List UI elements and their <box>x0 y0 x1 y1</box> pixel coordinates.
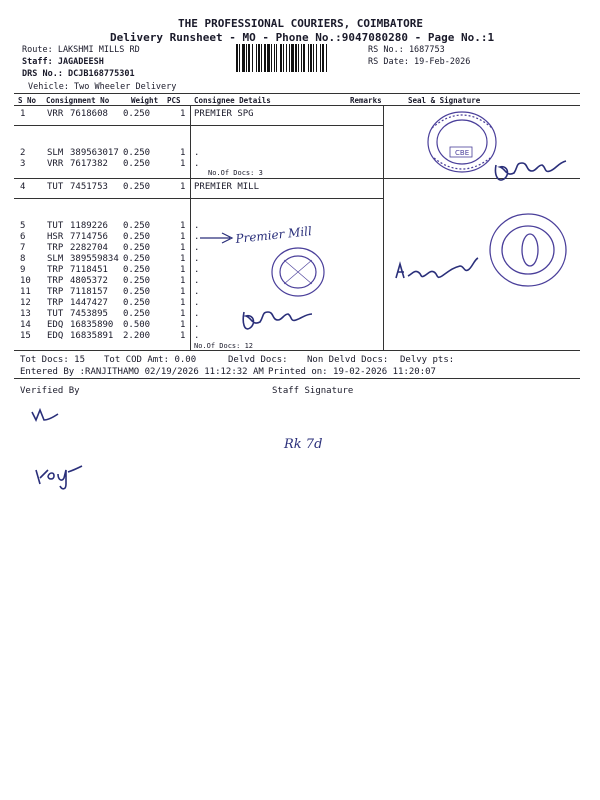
group-doc-count: No.Of Docs: 12 <box>194 342 254 350</box>
delvy-pts: Delvy pts: <box>400 355 455 365</box>
table-row: 1 VRR 7618608 0.250 1 PREMIER SPG <box>20 109 254 119</box>
col-consignment: Consignment No <box>46 96 110 105</box>
col-seal: Seal & Signature <box>408 96 481 105</box>
delvd-docs: Delvd Docs: <box>228 355 288 365</box>
table-row: 14 EDQ 16835890 0.500 1 . <box>20 320 200 330</box>
printed-on: Printed on: 19-02-2026 11:20:07 <box>268 367 436 377</box>
vehicle: Vehicle: Two Wheeler Delivery <box>28 82 177 92</box>
table-row: 12 TRP 1447427 0.250 1 . <box>20 298 200 308</box>
staff-initials: Rk 7d <box>284 437 323 452</box>
handwritten-premier: Premier Mill <box>234 224 313 246</box>
verified-initials-1 <box>32 410 58 420</box>
staff: Staff: JAGADEESH <box>22 57 104 67</box>
verified-by-label: Verified By <box>20 386 80 396</box>
table-row: 15 EDQ 16835891 2.200 1 . <box>20 331 200 341</box>
drs-number: DRS No.: DCJB168775301 <box>22 69 135 79</box>
entered-by: Entered By :RANJITHAMO 02/19/2026 11:12:32 AM <box>20 367 264 377</box>
rs-number: RS No.: 1687753 <box>368 45 445 55</box>
arrow-annotation <box>200 233 232 243</box>
signature-2 <box>396 258 478 278</box>
col-remarks: Remarks <box>350 96 382 105</box>
col-weight: Weight <box>131 96 159 105</box>
verified-initials-2 <box>36 466 82 489</box>
non-delvd-docs: Non Delvd Docs: <box>307 355 389 365</box>
company-stamp <box>490 214 566 286</box>
table-row: 6 HSR 7714756 0.250 1 . <box>20 232 200 242</box>
group-doc-count: No.Of Docs: 3 <box>208 169 263 177</box>
office-stamp <box>272 248 324 296</box>
staff-signature-label: Staff Signature <box>272 386 354 396</box>
office-stamp <box>428 112 496 172</box>
tot-cod: Tot COD Amt: 0.00 <box>104 355 197 365</box>
col-consignee: Consignee Details <box>194 96 271 105</box>
table-row: 8 SLM 389559834 0.250 1 . <box>20 254 200 264</box>
company-title: THE PROFESSIONAL COURIERS, COIMBATORE <box>178 17 424 30</box>
col-sno: S No <box>18 96 37 105</box>
rs-date: RS Date: 19-Feb-2026 <box>368 57 471 67</box>
signature-1 <box>495 161 566 180</box>
stamp-text: CBE <box>455 149 470 157</box>
table-row: 3 VRR 7617382 0.250 1 . <box>20 159 200 169</box>
table-row: 7 TRP 2282704 0.250 1 . <box>20 243 200 253</box>
table-row: 9 TRP 7118451 0.250 1 . <box>20 265 200 275</box>
table-row: 5 TUT 1189226 0.250 1 . <box>20 221 200 231</box>
tot-docs: Tot Docs: 15 <box>20 355 86 365</box>
runsheet-title: Delivery Runsheet - MO - Phone No.:9047080280 - Page No.:1 <box>110 31 495 44</box>
table-row: 2 SLM 389563017 0.250 1 . <box>20 148 200 158</box>
table-row: 11 TRP 7118157 0.250 1 . <box>20 287 200 297</box>
signature-3 <box>243 312 312 329</box>
col-pcs: PCS <box>167 96 181 105</box>
route: Route: LAKSHMI MILLS RD <box>22 45 140 55</box>
table-row: 10 TRP 4805372 0.250 1 . <box>20 276 200 286</box>
table-row: 13 TUT 7453895 0.250 1 . <box>20 309 200 319</box>
table-row: 4 TUT 7451753 0.250 1 PREMIER MILL <box>20 182 260 192</box>
